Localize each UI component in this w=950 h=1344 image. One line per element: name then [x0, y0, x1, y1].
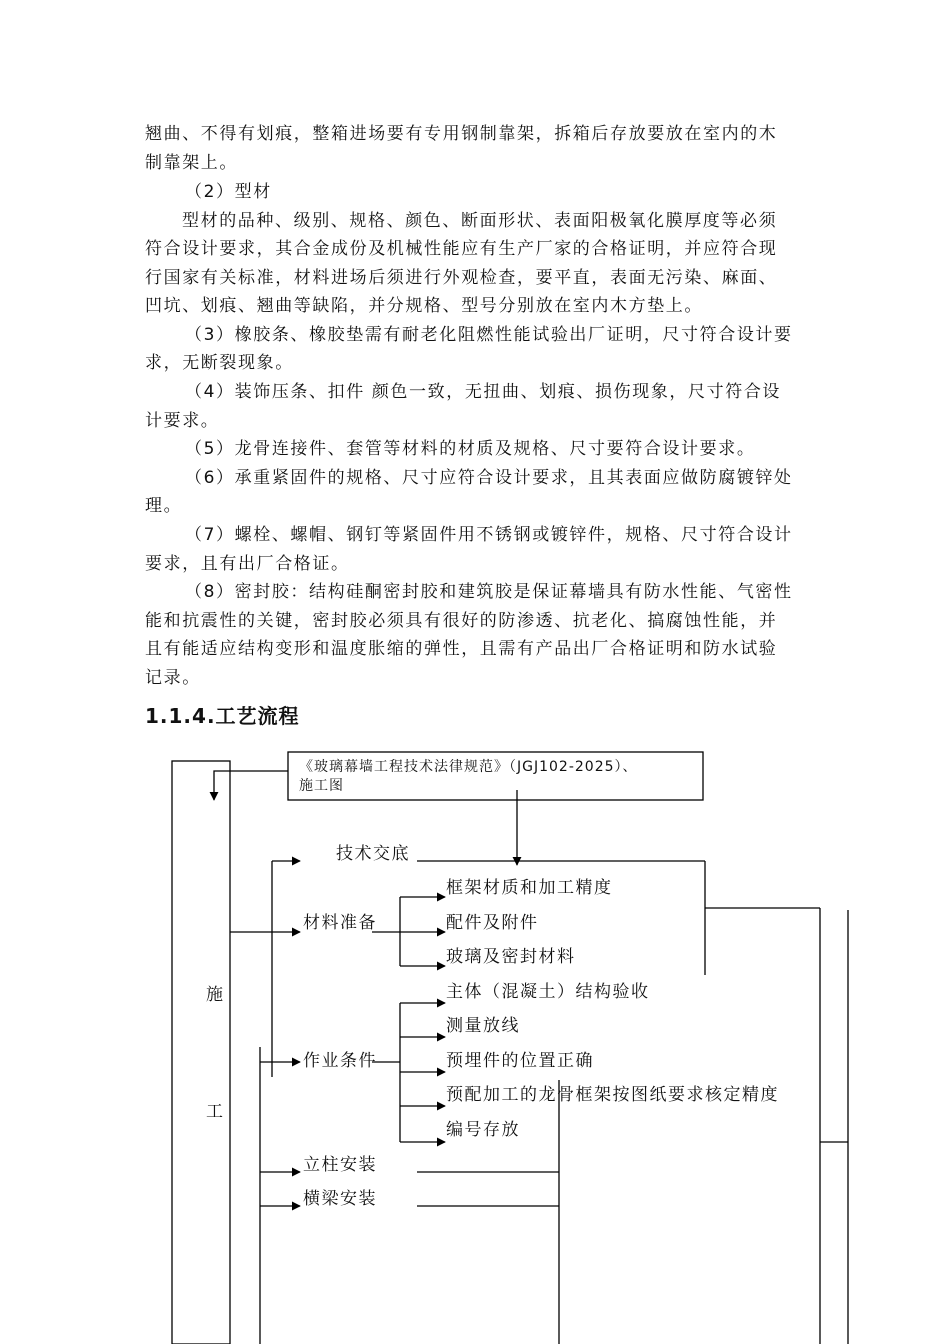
construction-label-2: 工 — [206, 1102, 225, 1122]
paragraph-line: 能和抗震性的关键，密封胶必须具有很好的防渗透、抗老化、搞腐蚀性能，并 — [145, 611, 778, 631]
condition-item: 测量放线 — [446, 1016, 520, 1036]
paragraph-line: 符合设计要求，其合金成份及机械性能应有生产厂家的合格证明，并应符合现 — [145, 239, 778, 259]
condition-item: 预埋件的位置正确 — [446, 1051, 594, 1071]
material-item: 框架材质和加工精度 — [446, 878, 613, 898]
paragraph-line: 凹坑、划痕、翘曲等缺陷，并分规格、型号分别放在室内木方垫上。 — [145, 296, 703, 316]
paragraph-line: （7）螺栓、螺帽、钢钉等紧固件用不锈钢或镀锌件，规格、尺寸符合设计 — [185, 525, 793, 545]
paragraph-line: 且有能适应结构变形和温度胀缩的弹性，且需有产品出厂合格证明和防水试验 — [145, 639, 778, 659]
paragraph-line: 行国家有关标准，材料进场后须进行外观检查，要平直，表面无污染、麻面、 — [145, 268, 778, 288]
spec-to-construction-arrow — [214, 771, 288, 800]
condition-item: 预配加工的龙骨框架按图纸要求核定精度 — [446, 1085, 779, 1105]
work-conditions-label: 作业条件 — [303, 1051, 377, 1071]
condition-item: 主体（混凝土）结构验收 — [446, 982, 650, 1002]
paragraph-line: 翘曲、不得有划痕，整箱进场要有专用钢制靠架，拆箱后存放要放在室内的木 — [145, 124, 778, 144]
spec-box-line1: 《玻璃幕墙工程技术法律规范》（JGJ102-2025）、 — [299, 759, 638, 775]
paragraph-line: （2）型材 — [185, 182, 272, 202]
section-heading: 1.1.4.工艺流程 — [145, 704, 300, 728]
paragraph-line: （4）装饰压条、扣件 颜色一致，无扭曲、划痕、损伤现象，尺寸符合设 — [185, 382, 782, 402]
material-item: 玻璃及密封材料 — [446, 947, 576, 967]
paragraph-line: 记录。 — [145, 668, 201, 688]
paragraph-line: 理。 — [145, 496, 183, 516]
material-prep-label: 材料准备 — [303, 913, 377, 933]
construction-box — [172, 761, 230, 1344]
paragraph-line: 要求，且有出厂合格证。 — [145, 554, 350, 574]
paragraph-line: （6）承重紧固件的规格、尺寸应符合设计要求，且其表面应做防腐镀锌处 — [185, 468, 793, 488]
paragraph-line: 型材的品种、级别、规格、颜色、断面形状、表面阳极氧化膜厚度等必须 — [182, 211, 778, 231]
paragraph-line: 求，无断裂现象。 — [145, 353, 294, 373]
condition-item: 编号存放 — [446, 1120, 520, 1140]
paragraph-line: 制靠架上。 — [145, 153, 238, 173]
beam-install-label: 横梁安装 — [303, 1189, 377, 1209]
construction-label-1: 施 — [206, 985, 225, 1005]
paragraph-line: 计要求。 — [145, 411, 220, 431]
paragraph-line: （5）龙骨连接件、套管等材料的材质及规格、尺寸要符合设计要求。 — [185, 439, 756, 459]
material-item: 配件及附件 — [446, 913, 539, 933]
spec-box-line2: 施工图 — [299, 778, 344, 794]
paragraph-line: （8）密封胶：结构硅酮密封胶和建筑胶是保证幕墙具有防水性能、气密性 — [185, 582, 793, 602]
column-install-label: 立柱安装 — [303, 1155, 377, 1175]
tech-briefing-label: 技术交底 — [336, 844, 410, 864]
paragraph-line: （3）橡胶条、橡胶垫需有耐老化阻燃性能试验出厂证明，尺寸符合设计要 — [185, 325, 793, 345]
